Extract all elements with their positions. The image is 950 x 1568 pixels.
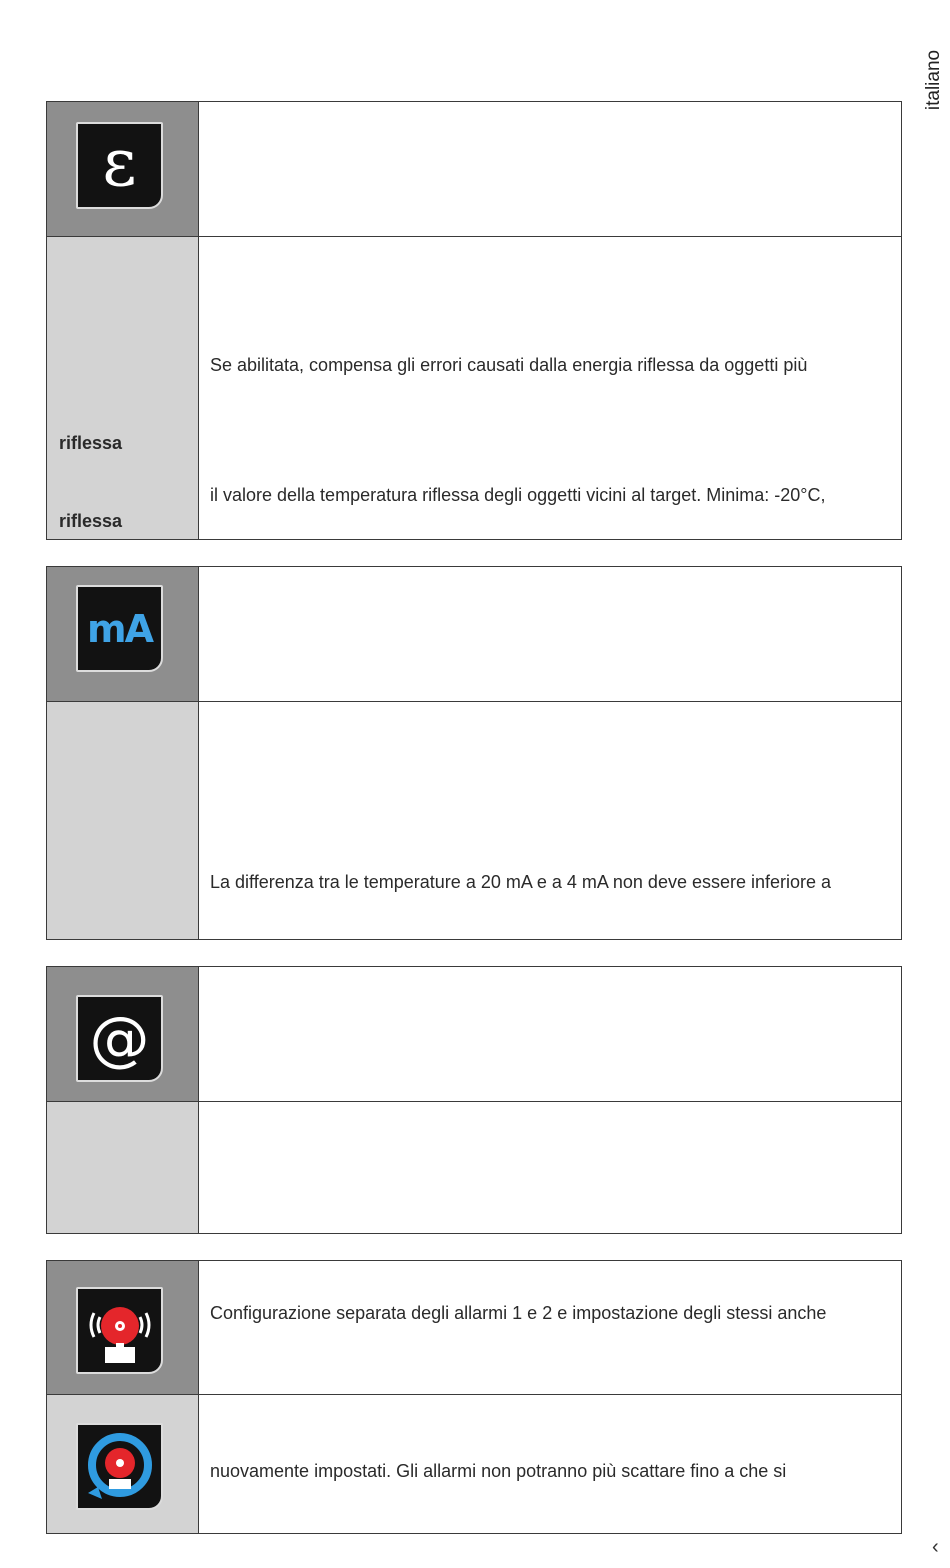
content-cell [199,567,901,701]
table-row [47,236,901,539]
table-row [47,567,901,701]
content-cell [199,1261,901,1394]
label-cell [47,702,199,939]
body-text: il valore della temperatura riflessa degli oggetti vicini al target. Minima: -20°C, [210,485,826,505]
label-cell [47,237,199,539]
table-row [47,1261,901,1394]
row-label: riflessa [59,433,123,453]
alarm-reset-icon [76,1423,163,1510]
table-row [47,701,901,939]
milliamp-icon: mA [76,585,163,672]
icon-cell [47,567,199,701]
table-row [47,1101,901,1233]
epsilon-icon: ε [76,122,163,209]
language-tab [922,40,946,120]
alarms-table [46,1260,902,1534]
language-label: italiano [923,49,944,111]
icon-cell [47,967,199,1101]
table-row [47,967,901,1101]
row-label: riflessa [59,511,123,531]
body-text: nuovamente impostati. Gli allarmi non potranno più scattare fino a che si [210,1461,787,1481]
icon-cell [47,1395,199,1533]
alarm-bell-icon [76,1287,163,1374]
analog-output-table [46,566,902,940]
label-cell [47,1102,199,1233]
content-cell [199,1102,901,1233]
body-text: La differenza tra le temperature a 20 mA e a 4 mA non deve essere inferiore a [210,872,832,892]
emissivity-table [46,101,902,540]
icon-cell [47,1261,199,1394]
body-text: Configurazione separata degli allarmi 1 e 2 e impostazione degli stessi anche [210,1303,827,1323]
table-row [47,102,901,236]
table-row [47,1394,901,1533]
content-cell [199,702,901,939]
at-sign-icon: @ [76,995,163,1082]
content-cell [199,1395,901,1533]
body-text: Se abilitata, compensa gli errori causati dalla energia riflessa da oggetti più [210,355,808,375]
content-cell [199,967,901,1101]
previous-page-chevron-icon[interactable]: ‹ [932,1536,939,1558]
icon-cell [47,102,199,236]
content-cell [199,237,901,539]
content-cell [199,102,901,236]
communication-table [46,966,902,1234]
